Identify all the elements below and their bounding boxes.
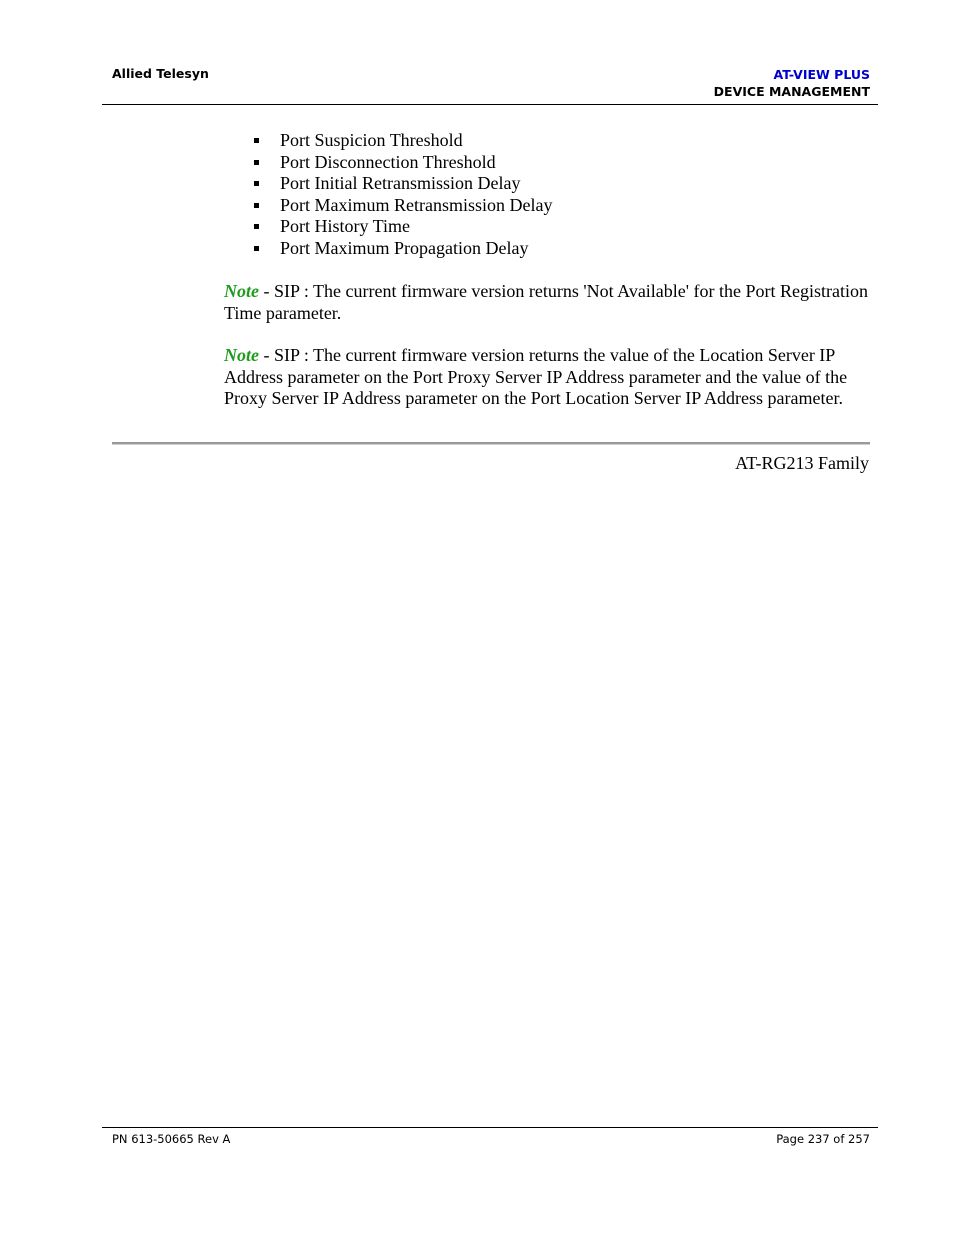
square-bullet-icon	[254, 203, 259, 208]
list-item	[224, 173, 552, 195]
square-bullet-icon	[254, 224, 259, 229]
header-divider	[102, 104, 878, 105]
list-item	[224, 238, 552, 260]
product-family-label: AT-RG213 Family	[735, 453, 869, 473]
list-item-text: Port Initial Retransmission Delay	[280, 173, 521, 194]
footer-page-number: Page 237 of 257	[776, 1132, 870, 1146]
list-item	[224, 216, 552, 238]
parameter-list	[224, 130, 552, 260]
footer-divider	[102, 1127, 878, 1128]
list-item	[224, 130, 552, 152]
note-server-ip-address	[224, 345, 869, 410]
header-product: AT-VIEW PLUS	[773, 67, 870, 82]
list-item-text: Port Maximum Propagation Delay	[280, 237, 529, 258]
square-bullet-icon	[254, 160, 259, 165]
header-company: Allied Telesyn	[112, 66, 209, 81]
note-label: Note	[224, 281, 259, 301]
list-item-text: Port Maximum Retransmission Delay	[280, 194, 553, 215]
list-item-text: Port History Time	[280, 216, 411, 237]
header-section: DEVICE MANAGEMENT	[713, 84, 870, 99]
square-bullet-icon	[254, 246, 259, 251]
square-bullet-icon	[254, 138, 259, 143]
footer-part-number: PN 613-50665 Rev A	[112, 1132, 231, 1146]
header-title-block	[714, 66, 870, 100]
note-text: - SIP : The current firmware version returns the value of the Location Server IP Address parameter on the Port Proxy Server IP Address parameter and the value of the Proxy Server IP Address parameter on the Port Location Server IP Address parameter.	[224, 345, 848, 409]
square-bullet-icon	[254, 181, 259, 186]
list-item	[224, 152, 552, 174]
list-item-text: Port Disconnection Threshold	[280, 151, 496, 172]
list-item-text: Port Suspicion Threshold	[280, 130, 463, 150]
note-label: Note	[224, 345, 259, 365]
section-divider	[112, 442, 870, 445]
list-item	[224, 195, 552, 217]
note-text: - SIP : The current firmware version returns 'Not Available' for the Port Registration Time parameter.	[224, 281, 869, 323]
note-registration-time	[224, 281, 869, 324]
